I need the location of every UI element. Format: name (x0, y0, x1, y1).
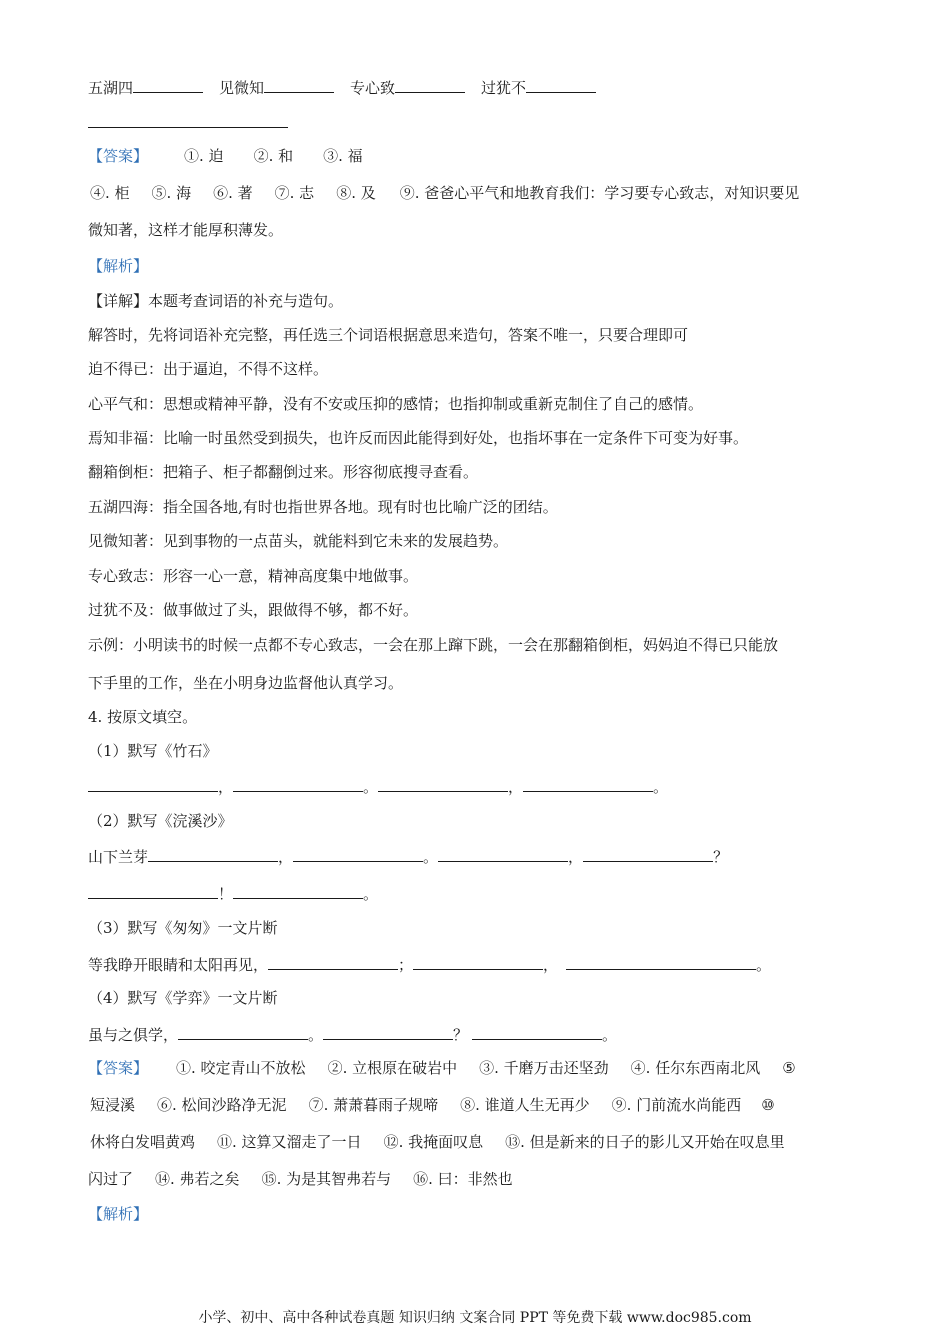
answer-item: 休将白发唱黄鸡 (90, 1133, 196, 1151)
answer-item: ⑩ (761, 1096, 775, 1114)
answer-label: 【答案】 (88, 147, 149, 165)
q4-part-3-line (88, 954, 771, 975)
punct: ？ (713, 848, 729, 866)
punct: 。 (602, 1026, 618, 1044)
punct: ， (508, 778, 524, 796)
blank (233, 883, 363, 899)
blank (178, 1024, 308, 1040)
example-line-2: 下手里的工作，坐在小明身边监督他认真学习。 (88, 674, 404, 692)
question-4-title: 4. 按原文填空。 (88, 708, 198, 726)
definition: 焉知非福：比喻一时虽然受到损失，也许反而因此能得到好处，也指坏事在一定条件下可变为好事。 (88, 429, 749, 447)
punct: 。 (363, 885, 379, 903)
answer-item: ⑯. 曰：非然也 (413, 1170, 513, 1188)
page-footer: 小学、初中、高中各种试卷真题 知识归纳 文案合同 PPT 等免费下载 www.doc985.com (198, 1310, 752, 1326)
q4-part-2-title: （2）默写《浣溪沙》 (88, 812, 233, 830)
q3-item-2: 见微知 (219, 79, 265, 97)
answer-item: ④. 任尔东西南北风 (630, 1059, 761, 1077)
blank (88, 776, 218, 792)
blank (472, 1024, 602, 1040)
blank (523, 776, 653, 792)
answer-item: ②. 和 (253, 147, 294, 165)
example-line-1: 示例：小明读书的时候一点都不专心致志，一会在那上蹿下跳，一会在那翻箱倒柜，妈妈迫不得已只能放 (88, 636, 779, 654)
answer-item: ⑥. 松间沙路净无泥 (157, 1096, 287, 1114)
q4-answer-row-3 (90, 1132, 785, 1152)
punct: ； (398, 956, 414, 974)
punct: 。 (363, 778, 379, 796)
blank (378, 776, 508, 792)
blank (413, 954, 543, 970)
answer-item: 闪过了 (88, 1170, 134, 1188)
q4-part-1-title: （1）默写《竹石》 (88, 742, 218, 760)
q3-answer-row-2 (90, 183, 799, 203)
punct: ， (278, 848, 294, 866)
punct: ， (218, 778, 234, 796)
definition: 五湖四海：指全国各地,有时也指世界各地。现有时也比喻广泛的团结。 (88, 498, 558, 516)
answer-label: 【答案】 (88, 1059, 149, 1077)
blank (88, 112, 288, 128)
q3-fill-line (88, 77, 596, 98)
answer-item: ⑧. 及 (336, 184, 376, 202)
blank (323, 1024, 453, 1040)
q3-answer-row-1 (88, 146, 363, 166)
blank (88, 883, 218, 899)
blank (438, 846, 568, 862)
analysis-intro: 【详解】本题考查词语的补充与造句。 (88, 292, 344, 310)
analysis-label: 【解析】 (88, 1205, 149, 1223)
q3-item-4: 过犹不 (481, 79, 527, 97)
answer-item: ①. 迫 (184, 147, 224, 165)
answer-item: ④. 柜 (90, 184, 130, 202)
blank (148, 846, 278, 862)
punct: 。 (423, 848, 439, 866)
q4-part-1-blanks (88, 776, 668, 797)
blank (293, 846, 423, 862)
answer-item: ⑦. 志 (274, 184, 315, 202)
answer-item: ⑭. 弗若之矣 (155, 1170, 240, 1188)
prompt-text: 等我睁开眼睛和太阳再见， (88, 956, 269, 974)
answer-item: ⑮. 为是其智弗若与 (261, 1170, 392, 1188)
definition: 迫不得已：出于逼迫，不得不这样。 (88, 360, 329, 378)
blank (566, 954, 756, 970)
answer-item: ③. 福 (323, 147, 363, 165)
analysis-method: 解答时，先将词语补充完整，再任选三个词语根据意思来造句，答案不唯一，只要合理即可 (88, 326, 689, 344)
definition: 专心致志：形容一心一意，精神高度集中地做事。 (88, 567, 419, 585)
answer-item: ⑪. 这算又溜走了一日 (217, 1133, 362, 1151)
blank (133, 77, 203, 93)
answer-item: ⑤ (782, 1059, 796, 1077)
definition: 翻箱倒柜：把箱子、柜子都翻倒过来。形容彻底搜寻查看。 (88, 463, 479, 481)
blank (268, 954, 398, 970)
definition: 心平气和：思想或精神平静，没有不安或压抑的感情；也指抑制或重新克制住了自己的感情。 (88, 395, 704, 413)
q4-answer-row-1 (88, 1058, 796, 1078)
q3-sentence-blank (88, 112, 288, 133)
answer-item: ⑬. 但是新来的日子的影儿又开始在叹息里 (505, 1133, 785, 1151)
q4-part-2-line-1 (88, 846, 728, 867)
answer-item: ②. 立根原在破岩中 (327, 1059, 458, 1077)
prompt-text: 虽与之俱学， (88, 1026, 179, 1044)
q4-answer-row-4 (88, 1169, 513, 1189)
answer-item: ⑤. 海 (151, 184, 192, 202)
definition: 过犹不及：做事做过了头，跟做得不够，都不好。 (88, 601, 419, 619)
punct: 。 (653, 778, 669, 796)
answer-item: ⑫. 我掩面叹息 (383, 1133, 484, 1151)
punct: ！ (218, 885, 234, 903)
punct: ， (568, 848, 584, 866)
blank (264, 77, 334, 93)
q3-answer-row-3: 微知著，这样才能厚积薄发。 (88, 221, 284, 239)
answer-item: 短浸溪 (90, 1096, 136, 1114)
blank (233, 776, 363, 792)
answer-item: ⑧. 谁道人生无再少 (460, 1096, 590, 1114)
answer-item: ①. 咬定青山不放松 (176, 1059, 306, 1077)
q3-item-3: 专心致 (350, 79, 396, 97)
q3-item-1: 五湖四 (88, 79, 134, 97)
q4-part-4-line (88, 1024, 617, 1045)
punct: 。 (756, 956, 772, 974)
punct: 。 (308, 1026, 324, 1044)
definition: 见微知著：见到事物的一点苗头，就能料到它未来的发展趋势。 (88, 532, 509, 550)
punct: ？ (453, 1026, 469, 1044)
q4-part-4-title: （4）默写《学弈》一文片断 (88, 989, 278, 1007)
q4-answer-row-2 (90, 1095, 775, 1115)
answer-item: ⑥. 著 (213, 184, 253, 202)
blank (583, 846, 713, 862)
q4-part-3-title: （3）默写《匆匆》一文片断 (88, 919, 278, 937)
q4-part-2-line-2 (88, 883, 378, 904)
analysis-label: 【解析】 (88, 257, 149, 275)
blank (526, 77, 596, 93)
punct: ， (543, 956, 559, 974)
answer-item: ⑨. 爸爸心平气和地教育我们：学习要专心致志，对知识要见 (399, 184, 800, 202)
blank (395, 77, 465, 93)
answer-item: ⑨. 门前流水尚能西 (611, 1096, 742, 1114)
answer-item: ③. 千磨万击还坚劲 (479, 1059, 609, 1077)
answer-item: ⑦. 萧萧暮雨子规啼 (308, 1096, 439, 1114)
prompt-text: 山下兰芽 (88, 848, 149, 866)
